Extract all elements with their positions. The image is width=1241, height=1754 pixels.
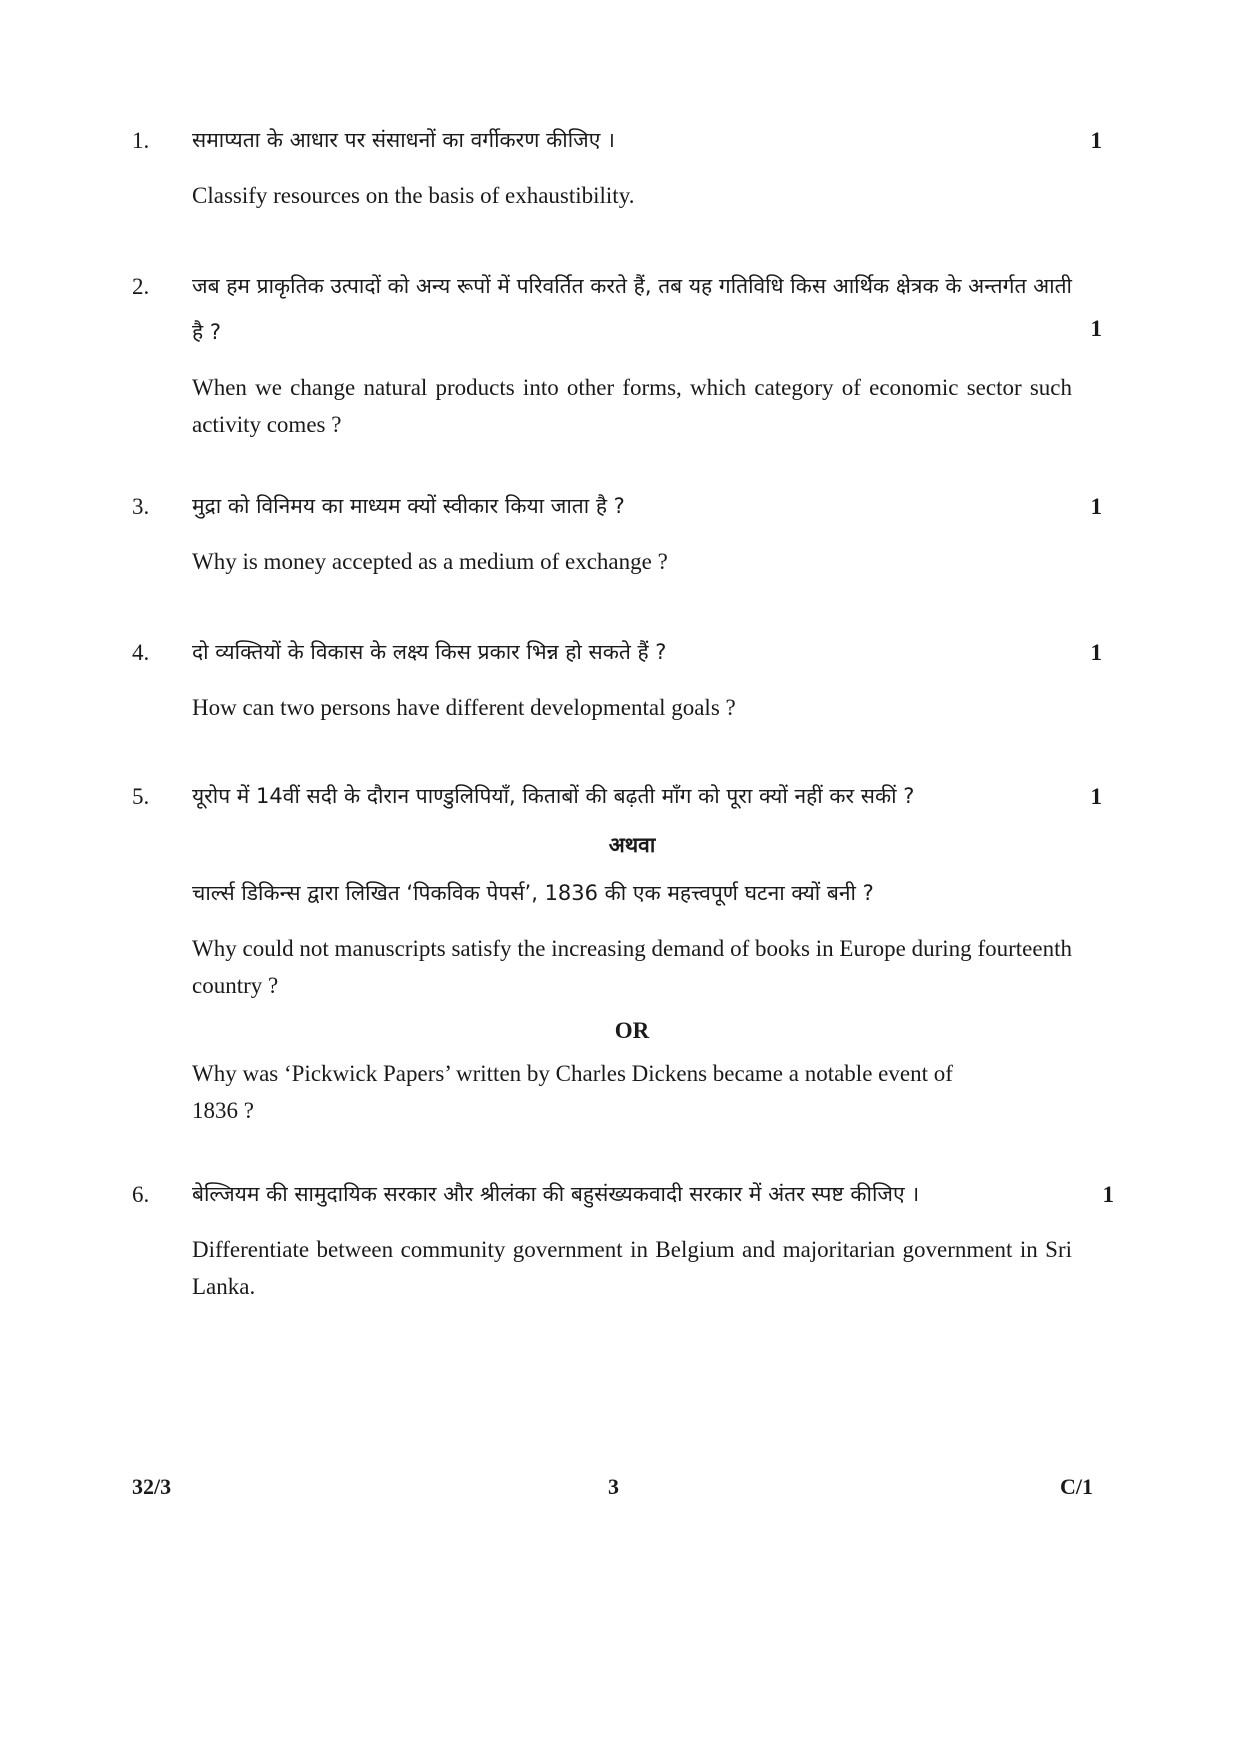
question-number: 2. [132,274,150,299]
question-marks: 1 [1090,128,1102,153]
question-text-english: Differentiate between community government in Belgium and majoritarian government in Sri Lanka. [192,1237,1072,1299]
question-marks: 1 [1090,784,1102,809]
footer-paper-code: 32/3 [132,1474,172,1499]
question-number: 1. [132,128,150,153]
question-marks: 1 [1090,316,1102,341]
question-text-hindi: मुद्रा को विनिमय का माध्यम क्यों स्वीकार किया जाता है ? [192,494,625,518]
or-divider-hindi: अथवा [608,833,656,857]
question-text-hindi: यूरोप में 14वीं सदी के दौरान पाण्डुलिपियाँ, किताबों की बढ़ती माँग को पूरा क्यों नहीं कर सकीं ? [192,784,915,808]
or-divider-english: OR [614,1018,650,1043]
question-marks: 1 [1090,494,1102,519]
question-text-hindi: समाप्यता के आधार पर संसाधनों का वर्गीकरण कीजिए । [192,128,615,152]
footer-set-code: C/1 [1060,1474,1093,1499]
question-number: 3. [132,494,150,519]
footer-page-number: 3 [608,1474,619,1499]
question-text-english: Why could not manuscripts satisfy the increasing demand of books in Europe during fourteenth country ? [192,936,1072,998]
question-text-hindi: बेल्जियम की सामुदायिक सरकार और श्रीलंका की बहुसंख्यकवादी सरकार में अंतर स्पष्ट कीजिए । [192,1182,920,1206]
question-text-hindi: दो व्यक्तियों के विकास के लक्ष्य किस प्रकार भिन्न हो सकते हैं ? [192,640,667,664]
question-text-hindi: जब हम प्राकृतिक उत्पादों को अन्य रूपों में परिवर्तित करते हैं, तब यह गतिविधि किस आर्थिक क्षेत्रक के अन्तर्गत आती है ? [192,274,1072,344]
question-number: 6. [132,1182,150,1207]
question-text-hindi-alternative: चार्ल्स डिकिन्स द्वारा लिखित ‘पिकविक पेपर्स’, 1836 की एक महत्त्वपूर्ण घटना क्यों बनी ? [192,881,874,905]
question-text-english: Classify resources on the basis of exhaustibility. [192,183,635,208]
question-text-english: Why is money accepted as a medium of exchange ? [192,549,668,574]
question-number: 4. [132,640,150,665]
question-marks: 1 [1090,640,1102,665]
question-text-english: When we change natural products into other forms, which category of economic sector such activity comes ? [192,375,1072,437]
question-marks: 1 [1102,1182,1114,1207]
question-text-english: How can two persons have different developmental goals ? [192,695,736,720]
question-number: 5. [132,784,150,809]
question-text-english-alternative: Why was ‘Pickwick Papers’ written by Charles Dickens became a notable event of 1836 ? [192,1061,953,1123]
